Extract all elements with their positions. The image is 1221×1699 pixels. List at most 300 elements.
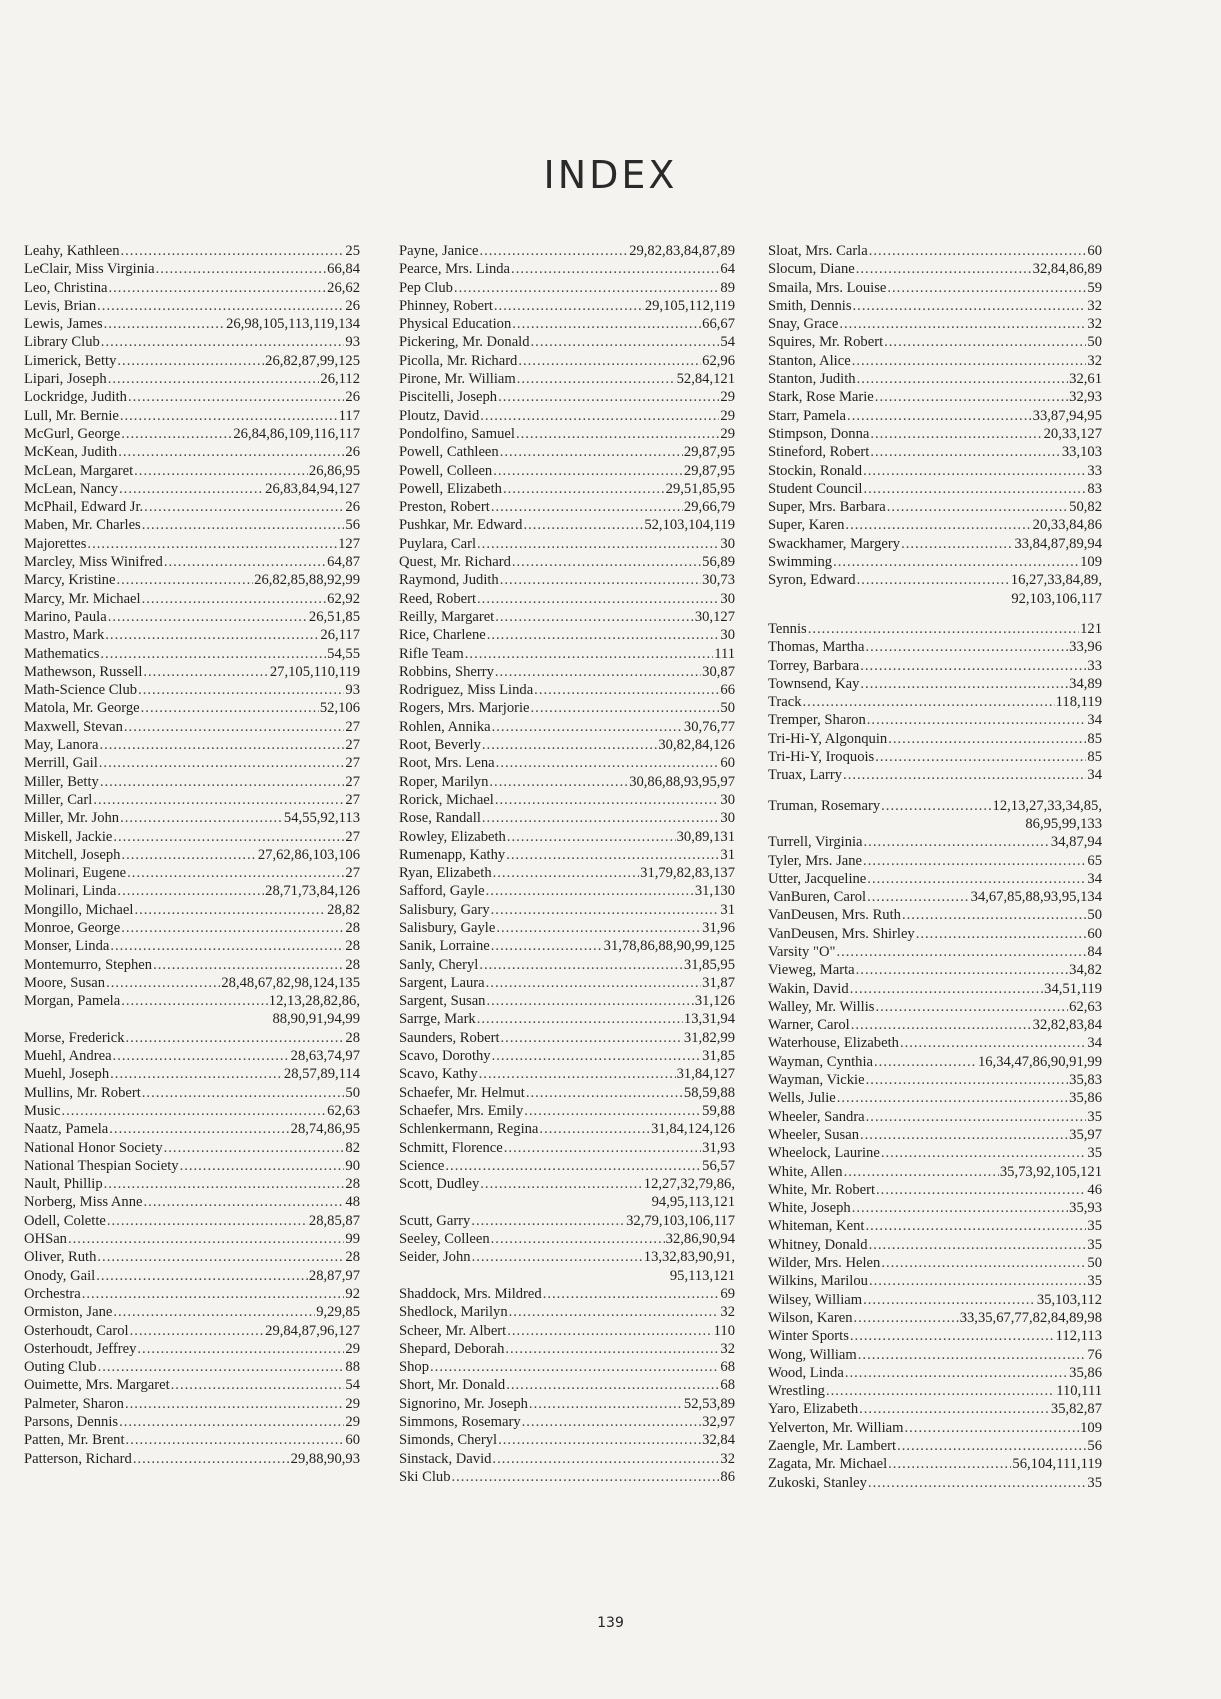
entry-pages: 30,76,77 — [683, 718, 735, 735]
dot-leader — [142, 1084, 345, 1102]
entry-pages: 32,93 — [1069, 389, 1102, 406]
index-entry — [399, 937, 735, 955]
dot-leader — [128, 388, 344, 406]
index-entry — [24, 297, 360, 315]
entry-name: Maxwell, Stevan — [24, 718, 123, 735]
index-entry-line — [24, 626, 360, 644]
entry-name: Molinari, Eugene — [24, 865, 127, 882]
entry-pages: 35,83 — [1069, 1072, 1102, 1089]
entry-name: Tri-Hi-Y, Algonquin — [768, 730, 888, 747]
entry-name: Schmitt, Florence — [399, 1139, 503, 1156]
entry-pages: 82 — [345, 1139, 360, 1156]
entry-name: Wilson, Karen — [768, 1309, 853, 1326]
entry-pages: 13,32,83,90,91, — [643, 1249, 735, 1266]
dot-leader — [142, 516, 345, 534]
entry-pages: 32 — [1087, 352, 1102, 369]
index-entry-line — [24, 699, 360, 717]
entry-pages: 109 — [1080, 554, 1102, 571]
index-entry — [24, 663, 360, 681]
index-entry — [768, 370, 1102, 388]
dot-leader — [865, 638, 1068, 656]
entry-pages-continued: 88,90,91,94,99 — [272, 1011, 360, 1028]
entry-name: Whiteman, Kent — [768, 1218, 865, 1235]
index-entry — [399, 1010, 735, 1028]
index-entry — [768, 1181, 1102, 1199]
dot-leader — [100, 645, 326, 663]
index-entry — [768, 638, 1102, 656]
index-entry-line — [399, 681, 735, 699]
index-entry-line — [768, 1199, 1102, 1217]
index-entry-line — [24, 846, 360, 864]
dot-leader — [504, 1139, 701, 1157]
index-entry — [399, 1175, 735, 1212]
entry-name: Rumenapp, Kathy — [399, 846, 506, 863]
dot-leader — [134, 901, 326, 919]
dot-leader — [445, 1157, 701, 1175]
index-entry-line — [768, 833, 1102, 851]
entry-name: Music — [24, 1102, 61, 1119]
index-entry-line — [768, 1254, 1102, 1272]
dot-leader — [860, 675, 1068, 693]
entry-name: Vieweg, Marta — [768, 962, 855, 979]
index-entry — [399, 1450, 735, 1468]
index-entry-line — [399, 1102, 735, 1120]
entry-pages: 30 — [720, 627, 735, 644]
index-entry — [399, 1102, 735, 1120]
dot-leader — [99, 754, 345, 772]
dot-leader — [492, 718, 683, 736]
entry-pages: 118,119 — [1055, 694, 1102, 711]
entry-pages-continued: 94,95,113,121 — [651, 1194, 735, 1211]
index-entry-line — [24, 571, 360, 589]
entry-pages: 28 — [345, 1249, 360, 1266]
index-entry-line — [399, 1468, 735, 1486]
index-entry — [24, 1413, 360, 1431]
dot-leader — [531, 699, 720, 717]
entry-name: Puylara, Carl — [399, 535, 477, 552]
index-entry-line — [24, 1102, 360, 1120]
dot-leader — [479, 242, 628, 260]
dot-leader — [121, 425, 232, 443]
index-entry — [768, 1053, 1102, 1071]
index-entry — [768, 242, 1102, 260]
entry-pages: 64 — [720, 261, 735, 278]
entry-name: Rogers, Mrs. Marjorie — [399, 700, 530, 717]
entry-pages: 50 — [720, 700, 735, 717]
entry-pages: 34,89 — [1069, 675, 1102, 692]
dot-leader — [141, 699, 319, 717]
dot-leader — [852, 1199, 1068, 1217]
entry-name: Marcy, Kristine — [24, 572, 116, 589]
dot-leader — [494, 297, 644, 315]
index-entry — [24, 553, 360, 571]
entry-name: Wells, Julie — [768, 1090, 836, 1107]
index-entry-line — [399, 571, 735, 589]
index-entry — [399, 407, 735, 425]
entry-pages: 28,87,97 — [308, 1267, 360, 1284]
entry-name: Waterhouse, Elizabeth — [768, 1035, 899, 1052]
index-entry-line — [24, 736, 360, 754]
index-entry — [24, 1084, 360, 1102]
dot-leader — [854, 1309, 959, 1327]
index-entry-line — [24, 260, 360, 278]
entry-pages: 110,111 — [1056, 1383, 1102, 1400]
entry-name: Naatz, Pamela — [24, 1121, 109, 1138]
entry-name: Leo, Christina — [24, 279, 108, 296]
entry-name: Utter, Jacqueline — [768, 870, 867, 887]
entry-pages: 50,82 — [1069, 499, 1102, 516]
entry-pages: 29 — [345, 1395, 360, 1412]
entry-pages: 54 — [345, 1377, 360, 1394]
dot-leader — [105, 626, 319, 644]
entry-name: Townsend, Kay — [768, 675, 860, 692]
index-entry — [399, 846, 735, 864]
dot-leader — [836, 943, 1086, 961]
entry-pages: 56,89 — [702, 554, 735, 571]
entry-pages: 93 — [345, 334, 360, 351]
index-entry — [399, 279, 735, 297]
entry-name: Track — [768, 694, 802, 711]
index-entry — [24, 1065, 360, 1083]
index-entry — [399, 1285, 735, 1303]
entry-pages: 33,87,94,95 — [1032, 407, 1102, 424]
index-entry — [24, 809, 360, 827]
entry-name: Molinari, Linda — [24, 883, 117, 900]
entry-pages: 34,87,94 — [1050, 834, 1102, 851]
dot-leader — [887, 279, 1086, 297]
dot-leader — [120, 809, 283, 827]
entry-pages: 30 — [720, 535, 735, 552]
dot-leader — [98, 1358, 345, 1376]
dot-leader — [118, 443, 344, 461]
index-entry-line — [24, 1340, 360, 1358]
index-entry-line — [24, 773, 360, 791]
entry-pages: 29,51,85,95 — [665, 480, 735, 497]
entry-pages: 92 — [345, 1285, 360, 1302]
entry-name: Tennis — [768, 620, 807, 637]
entry-pages: 30 — [720, 791, 735, 808]
index-entry-line — [768, 370, 1102, 388]
dot-leader — [486, 974, 702, 992]
entry-pages: 50 — [345, 1084, 360, 1101]
index-entry — [399, 1230, 735, 1248]
entry-name: Rodriguez, Miss Linda — [399, 682, 534, 699]
entry-pages: 27 — [345, 791, 360, 808]
dot-leader — [126, 1431, 345, 1449]
index-entry-line — [24, 1450, 360, 1468]
index-entry-line — [768, 443, 1102, 461]
index-entry-line — [399, 626, 735, 644]
entry-pages: 26 — [345, 444, 360, 461]
index-entry-line — [24, 242, 360, 260]
entry-name: Warner, Carol — [768, 1017, 850, 1034]
index-entry-line — [399, 1010, 735, 1028]
index-entry — [24, 1358, 360, 1376]
entry-name: Stineford, Robert — [768, 444, 870, 461]
entry-name: Lull, Mr. Bernie — [24, 407, 119, 424]
entry-name: Stanton, Alice — [768, 352, 851, 369]
index-entry-line — [399, 425, 735, 443]
index-entry-line — [768, 1053, 1102, 1071]
index-column-3 — [768, 242, 1102, 1492]
index-entry-line — [24, 1358, 360, 1376]
entry-pages: 26,62 — [327, 279, 360, 296]
entry-pages: 27 — [345, 828, 360, 845]
index-entry-line — [399, 297, 735, 315]
dot-leader — [833, 553, 1079, 571]
entry-pages: 31 — [720, 846, 735, 863]
dot-leader — [496, 754, 720, 772]
dot-leader — [851, 1016, 1032, 1034]
dot-leader — [505, 1340, 719, 1358]
entry-pages: 27 — [345, 755, 360, 772]
entry-name: Miskell, Jackie — [24, 828, 113, 845]
index-entry-line — [768, 980, 1102, 998]
entry-pages: 31,82,99 — [683, 1029, 735, 1046]
entry-name: Roper, Marilyn — [399, 773, 489, 790]
index-entry-line — [768, 1400, 1102, 1418]
dot-leader — [124, 718, 345, 736]
dot-leader — [529, 1395, 683, 1413]
index-entry-line — [399, 1358, 735, 1376]
entry-pages: 93 — [345, 682, 360, 699]
entry-name: Marino, Paula — [24, 608, 107, 625]
entry-name: Pickering, Mr. Donald — [399, 334, 530, 351]
entry-pages: 86 — [720, 1468, 735, 1485]
index-entry-line — [24, 498, 360, 516]
entry-name: Yelverton, Mr. William — [768, 1419, 904, 1436]
index-entry-line — [768, 571, 1102, 589]
entry-pages: 31,96 — [702, 919, 735, 936]
index-entry — [399, 388, 735, 406]
entry-pages: 28,74,86,95 — [290, 1121, 360, 1138]
index-entry — [399, 754, 735, 772]
index-entry — [399, 498, 735, 516]
entry-name: McLean, Margaret — [24, 462, 134, 479]
entry-pages: 30,73 — [702, 572, 735, 589]
dot-leader — [526, 1084, 683, 1102]
entry-pages: 32,79,103,106,117 — [626, 1212, 735, 1229]
entry-name: Osterhoudt, Jeffrey — [24, 1340, 137, 1357]
index-entry — [24, 608, 360, 626]
entry-pages: 26,82,87,99,125 — [265, 352, 360, 369]
entry-name: Saunders, Robert — [399, 1029, 500, 1046]
index-entry-line — [768, 1474, 1102, 1492]
index-entry — [768, 425, 1102, 443]
dot-leader — [121, 992, 268, 1010]
index-entry — [24, 535, 360, 553]
entry-name: Mitchell, Joseph — [24, 846, 121, 863]
index-entry-line — [24, 1047, 360, 1065]
entry-name: Orchestra — [24, 1285, 81, 1302]
entry-name: White, Mr. Robert — [768, 1181, 876, 1198]
dot-leader — [113, 1303, 315, 1321]
dot-leader — [486, 882, 694, 900]
entry-name: Marcy, Mr. Michael — [24, 590, 141, 607]
index-entry — [24, 571, 360, 589]
entry-pages: 99 — [345, 1231, 360, 1248]
entry-pages: 35 — [1087, 1218, 1102, 1235]
entry-pages: 33 — [1087, 462, 1102, 479]
entry-name: Scavo, Dorothy — [399, 1048, 491, 1065]
dot-leader — [845, 1364, 1068, 1382]
entry-pages: 62,63 — [327, 1102, 360, 1119]
entry-name: Snay, Grace — [768, 316, 839, 333]
index-entry-line — [24, 828, 360, 846]
entry-name: Wheelock, Laurine — [768, 1145, 880, 1162]
index-entry — [24, 864, 360, 882]
entry-pages: 60 — [1087, 925, 1102, 942]
dot-leader — [480, 1175, 643, 1193]
index-entry — [399, 333, 735, 351]
index-entry — [399, 590, 735, 608]
entry-name: VanBuren, Carol — [768, 889, 867, 906]
index-entry — [768, 1071, 1102, 1089]
entry-pages: 28 — [345, 1029, 360, 1046]
index-entry-line — [24, 608, 360, 626]
index-entry-line — [24, 956, 360, 974]
dot-leader — [507, 828, 676, 846]
entry-pages: 64,87 — [327, 554, 360, 571]
entry-name: Oliver, Ruth — [24, 1249, 97, 1266]
dot-leader — [465, 645, 713, 663]
index-entry-line — [399, 1230, 735, 1248]
index-entry-line — [399, 1065, 735, 1083]
entry-name: Robbins, Sherry — [399, 663, 494, 680]
dot-leader — [164, 553, 326, 571]
index-entry-line — [768, 943, 1102, 961]
index-entry — [399, 1065, 735, 1083]
index-entry-line — [24, 754, 360, 772]
entry-pages: 34 — [1087, 1035, 1102, 1052]
index-entry — [399, 882, 735, 900]
index-entry — [399, 370, 735, 388]
index-entry — [399, 645, 735, 663]
index-entry — [768, 1089, 1102, 1107]
index-entry-line — [24, 1193, 360, 1211]
index-entry — [768, 675, 1102, 693]
dot-leader — [68, 1230, 344, 1248]
index-entry — [399, 1248, 735, 1285]
index-entry-line — [399, 1029, 735, 1047]
dot-leader — [479, 956, 683, 974]
entry-pages: 68 — [720, 1359, 735, 1376]
index-entry — [24, 718, 360, 736]
entry-pages: 34 — [1087, 870, 1102, 887]
entry-pages: 28,63,74,97 — [290, 1048, 360, 1065]
entry-pages: 29 — [345, 1414, 360, 1430]
index-entry — [399, 260, 735, 278]
index-entry — [24, 1120, 360, 1138]
dot-leader — [853, 297, 1087, 315]
index-entry-line — [24, 1065, 360, 1083]
entry-pages: 85 — [1087, 730, 1102, 747]
dot-leader — [869, 1236, 1087, 1254]
dot-leader — [866, 1108, 1087, 1126]
entry-name: Pearce, Mrs. Linda — [399, 261, 511, 278]
entry-name: Schaefer, Mrs. Emily — [399, 1102, 524, 1119]
dot-leader — [512, 553, 701, 571]
entry-pages: 62,96 — [702, 352, 735, 369]
dot-leader — [875, 748, 1086, 766]
index-entry-line — [399, 1139, 735, 1157]
index-entry-line — [399, 1120, 735, 1138]
entry-pages: 28 — [345, 1176, 360, 1193]
entry-pages: 25 — [345, 243, 360, 259]
entry-pages: 69 — [720, 1285, 735, 1302]
index-entry-line — [768, 1437, 1102, 1455]
index-entry — [24, 626, 360, 644]
dot-leader — [99, 736, 344, 754]
entry-name: Mathewson, Russell — [24, 663, 143, 680]
dot-leader — [516, 425, 719, 443]
index-entry — [768, 1382, 1102, 1400]
dot-leader — [97, 297, 344, 315]
page-number: 139 — [597, 1615, 624, 1631]
dot-leader — [171, 1376, 345, 1394]
index-entry — [768, 797, 1102, 834]
dot-leader — [863, 852, 1086, 870]
entry-pages: 28,57,89,114 — [283, 1066, 360, 1083]
entry-pages: 29 — [720, 407, 735, 424]
entry-name: Muehl, Joseph — [24, 1066, 110, 1083]
dot-leader — [489, 773, 628, 791]
entry-name: Zagata, Mr. Michael — [768, 1456, 888, 1473]
entry-name: McPhail, Edward Jr. — [24, 499, 144, 516]
dot-leader — [110, 937, 344, 955]
entry-name: Lewis, James — [24, 316, 103, 333]
entry-name: Ouimette, Mrs. Margaret — [24, 1377, 170, 1394]
index-entry-line — [399, 388, 735, 406]
entry-pages: 31,78,86,88,90,99,125 — [603, 938, 735, 955]
entry-name: Levis, Brian — [24, 297, 97, 314]
dot-leader — [509, 1303, 720, 1321]
entry-name: Shaddock, Mrs. Mildred — [399, 1285, 542, 1302]
dot-leader — [113, 1047, 290, 1065]
entry-name: Outing Club — [24, 1359, 97, 1376]
index-entry — [768, 516, 1102, 534]
index-entry — [768, 998, 1102, 1016]
index-entry — [24, 773, 360, 791]
entry-name: Starr, Pamela — [768, 407, 847, 424]
index-entry-line — [768, 1071, 1102, 1089]
entry-name: Mullins, Mr. Robert — [24, 1084, 141, 1101]
index-entry — [24, 407, 360, 425]
entry-name: Whitney, Donald — [768, 1236, 868, 1253]
entry-pages: 29,87,95 — [683, 444, 735, 461]
index-entry-line — [24, 1120, 360, 1138]
entry-pages: 54,55,92,113 — [283, 810, 360, 827]
index-entry — [399, 626, 735, 644]
index-entry — [24, 1395, 360, 1413]
entry-name: Miller, Carl — [24, 791, 93, 808]
entry-pages: 12,27,32,79,86, — [643, 1176, 735, 1193]
dot-leader — [142, 590, 327, 608]
dot-leader — [492, 1450, 719, 1468]
index-entry-line — [768, 1108, 1102, 1126]
entry-pages: 52,84,121 — [676, 371, 735, 388]
index-entry-line — [768, 1016, 1102, 1034]
dot-leader — [860, 657, 1086, 675]
entry-pages: 31,79,82,83,137 — [640, 865, 735, 882]
entry-name: Merrill, Gail — [24, 755, 98, 772]
index-entry-line — [24, 407, 360, 425]
index-entry-line — [399, 1322, 735, 1340]
dot-leader — [119, 1413, 344, 1431]
dot-leader — [863, 462, 1086, 480]
entry-name: Montemurro, Stephen — [24, 956, 153, 973]
dot-leader — [512, 315, 701, 333]
